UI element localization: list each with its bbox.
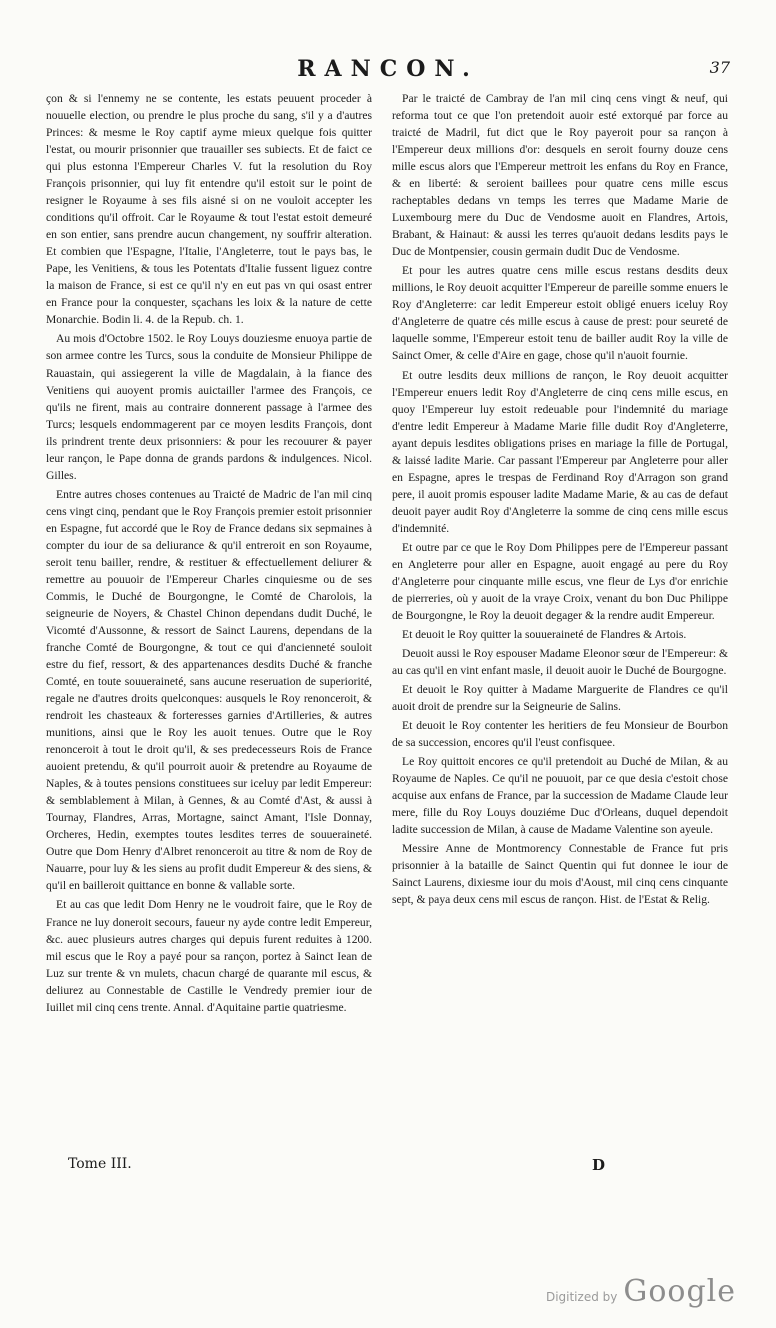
signature-mark: D (592, 1156, 606, 1174)
right-column (392, 90, 728, 910)
book-page (40, 56, 736, 1324)
paragraph: Et outre par ce que le Roy Dom Philippes pere de l'Empereur passant en Angleterre pour aller en Espagne, auoit engagé au pere du Roy d'Angleterre pour cinquante mille escus, vne fleur de Lys d'or enrichie de pierreries, où y auoit de la vraye Croix, venant du bon Duc Philippe de Bourgongne, le Roy la deuoit degager & la rendre audit Empereur. (392, 540, 728, 622)
paragraph: Et pour les autres quatre cens mille escus restans desdits deux millions, le Roy deuoit acquitter l'Empereur de pareille somme enuers le Roy d'Angleterre: car ledit Empereur estoit obligé enuers iceluy Roy d'Angleterre de quatre cés mille escus à cause de prest: pour seureté de laquelle somme, l'Empereur estoit tenu de bailler audit Roy la ville de Sainct Omer, & celle d'Aire en gage, chose qu'il n'auoit fournie. (392, 264, 728, 363)
paragraph: Deuoit aussi le Roy espouser Madame Eleonor sœur de l'Empereur: & au cas qu'il en vint enfant masle, il deuoit auoir le Duché de Bourgogne. (392, 647, 728, 678)
running-title: RANCON. (297, 56, 479, 82)
paragraph: Au mois d'Octobre 1502. le Roy Louys douziesme enuoya partie de son armee contre les Turcs, sous la conduite de Monsieur Philippe de Rauastain, qui assiegerent la ville de Magdalain, à la fiance des Venitiens qui auoyent promis auictailler l'armee des François, ce qu'ils ne firent, mais au contraire donnerent passage à l'armee des Turcs; lesquels endommagerent par ce moyen lesdits François, dont ils prindrent trente deux prisonniers: & pour les recouurer & payer leur rançon, le Pape donna de grands pardons & indulgences. Nicol. Gilles. (46, 332, 372, 482)
volume-label: Tome III. (68, 1156, 132, 1172)
page-header (40, 56, 736, 92)
page-footer (40, 1156, 736, 1186)
paragraph: Entre autres choses contenues au Traicté de Madric de l'an mil cinq cens vingt cinq, pendant que le Roy François premier estoit prisonnier en Espagne, fut accordé que le Roy de France dedans six sepmaines à compter du iour de sa deliurance & qu'il entreroit en son Royaume, seroit tenu bailler, rendre, & restituer & effectuellement deliurer & remettre au pouuoir de l'Empereur Charles cinquiesme ou de ses Commis, le Duché de Bourgongne, le Comté de Charolois, la seigneurie de Noyers, & Chastel Chinon dependans dudit Duché, le Vicomté d'Aussonne, & ressort de Sainct Laurens, dependans de la franche Comté de Bourgongne, & tout ce qui d'ancienneté souloit estre du fief, ressort, & des appartenances desdits Duché & franche Comté, en toute souueraineté, sans aucune reseruation de superiorité, regale ne d'autres droits quelconques: ausquels le Roy renonceroit, & rendroit les chasteaux & forteresses garnies d'Artilleries, & autres munitions, ainsi que le Roy les auoit tenues. Outre que le Roy renonceroit à tout le droit qu'il, & ses predecesseurs Rois de France auoient pretendu, & qu'il pourroit auoir & pretendre au Royaume de Naples, & à toutes pensions constituees sur iceluy par ledit Empereur: & semblablement à Milan, à Gennes, & au Comté d'Ast, & aussi à Tournay, Flandres, Arras, Mortagne, sainct Amant, l'Isle Donnay, Orcheres, Hedin, exemptes toutes lesdites terres de souueraineté. Outre que Dom Henry d'Albret renonceroit au titre & nom de Roy de Nauarre, pour luy & les siens au profit dudit Empereur & des siens, & qu'il en bailleroit quittance en bonne & vallable sorte. (46, 487, 372, 893)
digitized-watermark (546, 1274, 736, 1309)
paragraph: Et deuoit le Roy contenter les heritiers de feu Monsieur de Bourbon de sa succession, encores qu'il l'eust confisquee. (392, 719, 728, 750)
paragraph: Messire Anne de Montmorency Connestable de France fut pris prisonnier à la bataille de Sainct Quentin qui fut donnee le iour de Sainct Laurens, dixiesme iour du mois d'Aoust, mil cinq cens cinquante sept, & paya deux cens mil escus de rançon. Hist. de l'Estat & Relig. (392, 842, 728, 907)
paragraph: Et outre lesdits deux millions de rançon, le Roy deuoit acquitter l'Empereur enuers ledit Roy d'Angleterre de cinq cens mille escus, en quoy l'Empereur luy estoit redeuable pour l'indemnité du mariage d'entre ledit Empereur à Madame Marie fille dudit Roy d'Angleterre, ayant depuis lesdites obligations prises en mariage la fille de Portugal, & laissé ladite Marie. Car passant l'Empereur par Angleterre pour aller en Espagne, apres le trespas de Ferdinand Roy d'Arragon son grand pere, il auoit promis espouser ladite Madame Marie, & au cas de defaut deuoit payer audit Roy d'Angleterre la somme de cinq cens mille escus d'indemnité. (392, 368, 728, 535)
paragraph: Et deuoit le Roy quitter à Madame Marguerite de Flandres ce qu'il auoit droit de prendre sur la Seigneurie de Salins. (392, 683, 728, 714)
paragraph: Par le traicté de Cambray de l'an mil cinq cens vingt & neuf, qui reforma tout ce que l'on pretendoit auoir esté extorqué par force au traicté de Madril, fut dict que le Roy payeroit pour sa rançon à l'Empereur deux millions d'or: desquels en seroit fourny douze cens mille escus alors que l'Empereur mettroit les enfans du Roy en France, & en liberté: & seroient baillees pour quatre cens mille escus racheptables dedans vn temps les terres que Madame Marie de Luxembourg mere du Duc de Vendosme auoit en Flandres, Artois, Brabant, & Hainaut: & aussi les terres qu'auoit dedans lesdits pays le Duc de Montpensier, cousin germain dudit Duc de Vendosme. (392, 92, 728, 259)
paragraph: Et deuoit le Roy quitter la souueraineté de Flandres & Artois. (402, 627, 687, 641)
paragraph: Le Roy quittoit encores ce qu'il pretendoit au Duché de Milan, & au Royaume de Naples. Ce qu'il ne pouuoit, par ce que desia c'estoit chose acquise aux enfans de France, par la succession de Madame Claude leur mere, fille du Roy Louys douziéme Duc d'Orleans, duquel dependoit ladite succession de Milan, à cause de Madame Valentine son ayeule. (392, 755, 728, 837)
google-logo: Google (623, 1274, 736, 1309)
left-column (46, 90, 372, 1018)
page-number: 37 (709, 58, 730, 77)
paragraph: Et au cas que ledit Dom Henry ne le voudroit faire, que le Roy de France ne luy doneroit secours, faueur ny ayde contre ledit Empereur, &c. auec plusieurs autres charges qui depuis furent reduites à 1200. mil escus que le Roy a payé pour sa rançon, portez à Sainct Iean de Luz sur trente & vn mulets, chacun chargé de quarante mil escus, & deliurez au Connestable de Castille le Vendredy premier iour de Iuillet mil cinq cens trente. Annal. d'Aquitaine partie quatriesme. (46, 898, 372, 1014)
watermark-prefix: Digitized by (545, 1290, 618, 1304)
paragraph: çon & si l'ennemy ne se contente, les estats peuuent proceder à nouuelle election, ou prendre le plus proche du sang, s'il y a d'autres Princes: & mesme le Roy captif ayme mieux quelque fois quitter l'estat, ou mourir prisonnier que trauailler ses subiects. Et de faict ce qui plus estonna l'Empereur Charles V. fut la resolution du Roy François prisonnier, qui luy fit entendre qu'il estoit sur le point de resigner le Royaume à ses fils aisné si on ne vouloit accepter les conditions qu'il offroit. Car le Royaume & tout l'estat estoit demeuré en son entier, sans prendre aucun changement, ny souffrir alteration. Et combien que l'Espagne, l'Italie, l'Angleterre, tout le pays bas, le Pape, les Venitiens, & tous les Potentats d'Italie fussent liguez contre la maison de France, si est ce qu'il n'y en eut pas vn qui osast entrer en France pour la conquester, sçachans les loix & la nature de cette Monarchie. Bodin li. 4. de la Repub. ch. 1. (46, 92, 372, 327)
